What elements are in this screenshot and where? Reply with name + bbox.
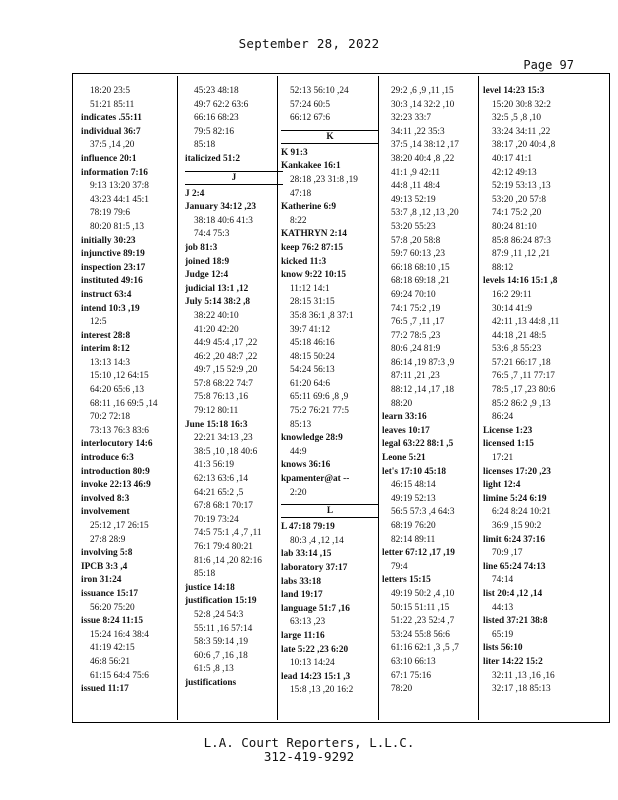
index-citation-line: 68:11 ,16 69:5 ,14 [90, 398, 158, 409]
index-citation-line: 78:5 ,17 ,23 80:6 [492, 385, 556, 396]
index-term-entry: limit 6:24 37:16 [483, 534, 545, 545]
index-term-entry: instituted 49:16 [81, 276, 143, 287]
index-citation-line: 38:18 40:6 41:3 [194, 215, 253, 226]
index-citation-line: 32:23 33:7 [391, 113, 432, 124]
index-citation-line: 15:10 ,12 64:15 [90, 371, 149, 382]
index-citation-line: 78:19 79:6 [90, 208, 131, 219]
index-citation-line: 57:24 60:5 [290, 99, 331, 110]
index-citation-line: 33:24 34:11 ,22 [492, 126, 551, 137]
index-term-entry: involving 5:8 [81, 548, 133, 559]
index-citation-line: 59:7 60:13 ,23 [391, 249, 445, 260]
index-term-entry: Judge 12:4 [185, 270, 229, 281]
index-term-entry: laboratory 37:17 [281, 563, 348, 573]
index-citation-line: 79:12 80:11 [194, 406, 239, 417]
page-number: Page 97 [523, 58, 574, 72]
index-citation-line: 66:18 68:10 ,15 [391, 262, 450, 273]
index-citation-line: 53:20 ,20 57:8 [492, 194, 546, 205]
index-citation-line: 30:14 41:9 [492, 303, 533, 314]
index-citation-line: 38:20 40:4 ,8 ,22 [391, 153, 455, 164]
index-citation-line: 74:1 75:2 ,19 [391, 303, 441, 314]
index-term-entry: indicates .55:11 [81, 113, 142, 124]
index-term-entry: L 47:18 79:19 [281, 522, 335, 533]
index-term-entry: knows 36:16 [281, 460, 331, 471]
index-term-entry: joined 18:9 [185, 256, 230, 267]
index-column-5 [483, 85, 581, 697]
index-citation-line: 15:8 ,13 ,20 16:2 [290, 685, 354, 696]
index-citation-line: 70:2 72:18 [90, 412, 131, 423]
index-term-entry: levels 14:16 15:1 ,8 [483, 276, 558, 287]
index-citation-line: 43:23 44:1 45:1 [90, 194, 149, 205]
index-term-entry: know 9:22 10:15 [281, 270, 347, 281]
index-citation-line: 57:8 68:22 74:7 [194, 378, 253, 389]
footer-phone: 312-419-9292 [263, 749, 355, 764]
index-citation-line: 42:11 ,13 44:8 ,11 [492, 317, 560, 328]
index-citation-line: 61:5 ,8 ,13 [194, 664, 234, 675]
index-term-entry: interim 8:12 [81, 344, 130, 355]
index-citation-line: 68:18 69:18 ,21 [391, 276, 450, 287]
index-citation-line: 46:8 56:21 [90, 656, 131, 667]
index-citation-line: 49:7 ,15 52:9 ,20 [194, 365, 258, 376]
index-citation-line: 9:13 13:20 37:8 [90, 181, 149, 192]
index-citation-line: 52:13 56:10 ,24 [290, 86, 349, 96]
index-citation-line: 32:5 ,5 ,8 ,10 [492, 113, 542, 124]
index-citation-line: 85:8 86:24 87:3 [492, 235, 551, 246]
index-citation-line: 38:17 ,20 40:4 ,8 [492, 140, 556, 151]
index-citation-line: 76:5 ,7 ,11 ,17 [391, 317, 445, 328]
index-term-entry: letter 67:12 ,17 ,19 [382, 548, 455, 559]
index-term-entry: interest 28:8 [81, 330, 131, 341]
letter-section-header: K [281, 130, 379, 144]
index-term-entry: IPCB 3:3 ,4 [81, 561, 128, 572]
index-citation-line: 88:20 [391, 398, 413, 409]
index-citation-line: 73:13 76:3 83:6 [90, 425, 149, 436]
index-citation-line: 67:1 75:16 [391, 670, 432, 681]
index-citation-line: 37:5 ,14 ,20 [90, 140, 135, 151]
index-citation-line: 75:8 76:13 ,16 [194, 392, 248, 403]
index-term-entry: J 2:4 [185, 188, 205, 199]
index-citation-line: 18:20 23:5 [90, 86, 131, 96]
index-citation-line: 76:5 ,7 ,11 77:17 [492, 371, 555, 382]
index-term-entry: listed 37:21 38:8 [483, 616, 548, 627]
index-term-entry: KATHRYN 2:14 [281, 229, 347, 240]
index-citation-line: 79:4 [391, 561, 408, 572]
index-citation-line: 28:15 31:15 [290, 297, 335, 308]
index-citation-line: 61:20 64:6 [290, 378, 331, 389]
index-citation-line: 41:3 56:19 [194, 460, 235, 471]
index-citation-line: 77:2 78:5 ,23 [391, 330, 441, 341]
index-term-entry: kpamenter@at -- [281, 474, 350, 485]
index-citation-line: 67:8 68:1 70:17 [194, 501, 253, 512]
index-term-entry: individual 36:7 [81, 126, 141, 137]
index-term-entry: land 19:17 [281, 590, 323, 601]
index-term-entry: introduction 80:9 [81, 466, 150, 477]
index-citation-line: 76:1 79:4 80:21 [194, 542, 253, 552]
index-citation-line: 30:3 ,14 32:2 ,10 [391, 99, 455, 110]
index-citation-line: 28:18 ,23 31:8 ,19 [290, 174, 358, 185]
index-term-entry: June 15:18 16:3 [185, 419, 248, 430]
index-term-entry: issuance 15:17 [81, 588, 139, 599]
footer-company: L.A. Court Reporters, L.L.C. [203, 735, 415, 750]
index-term-entry: involvement [81, 507, 130, 518]
index-citation-line: 41:20 42:20 [194, 324, 239, 335]
index-citation-line: 68:19 76:20 [391, 521, 436, 531]
index-term-entry: legal 63:22 88:1 ,5 [382, 439, 454, 450]
index-citation-line: 70:19 73:24 [194, 514, 239, 525]
index-term-entry: judicial 13:1 ,12 [185, 283, 249, 294]
index-term-entry: line 65:24 74:13 [483, 561, 546, 572]
index-term-entry: K 91:3 [281, 147, 308, 158]
index-term-entry: kicked 11:3 [281, 256, 327, 267]
index-citation-line: 80:6 ,24 81:9 [391, 344, 441, 355]
index-citation-line: 49:13 52:19 [391, 194, 436, 205]
index-column-2 [185, 85, 283, 691]
index-term-entry: inspection 23:17 [81, 262, 146, 273]
index-citation-line: 41:1 ,9 42:11 [391, 167, 440, 178]
index-citation-line: 49:7 62:2 63:6 [194, 99, 249, 110]
index-citation-line: 80:20 81:5 ,13 [90, 221, 144, 232]
index-term-entry: lead 14:23 15:1 ,3 [281, 671, 351, 682]
index-citation-line: 41:19 42:15 [90, 643, 135, 654]
index-term-entry: iron 31:24 [81, 575, 122, 586]
index-citation-line: 39:7 41:12 [290, 324, 331, 335]
index-citation-line: 60:6 ,7 ,16 ,18 [194, 650, 248, 661]
index-term-entry: Kankakee 16:1 [281, 161, 341, 172]
index-citation-line: 45:23 48:18 [194, 86, 239, 96]
index-citation-line: 27:8 28:9 [90, 534, 126, 545]
index-citation-line: 75:2 76:21 77:5 [290, 406, 349, 417]
index-term-entry: Leone 5:21 [382, 453, 426, 464]
index-citation-line: 86:24 [492, 412, 514, 423]
index-citation-line: 63:10 66:13 [391, 656, 436, 667]
index-citation-line: 52:19 53:13 ,13 [492, 181, 551, 192]
column-divider [177, 76, 178, 720]
index-citation-line: 56:20 75:20 [90, 602, 135, 613]
index-citation-line: 51:21 85:11 [90, 99, 135, 110]
index-citation-line: 2:20 [290, 487, 307, 498]
index-term-entry: intend 10:3 ,19 [81, 303, 140, 314]
index-term-entry: keep 76:2 87:15 [281, 242, 343, 253]
index-term-entry: justification 15:19 [185, 596, 257, 607]
index-citation-line: 64:20 65:6 ,13 [90, 385, 144, 396]
index-term-entry: list 20:4 ,12 ,14 [483, 588, 543, 599]
word-index-frame [72, 73, 610, 723]
column-divider [277, 76, 278, 720]
index-citation-line: 32:17 ,18 85:13 [492, 684, 551, 695]
index-citation-line: 87:11 ,21 ,23 [391, 371, 440, 382]
index-citation-line: 74:1 75:2 ,20 [492, 208, 542, 219]
index-citation-line: 80:3 ,4 ,12 ,14 [290, 535, 344, 546]
index-citation-line: 61:15 64:4 75:6 [90, 670, 149, 681]
index-citation-line: 13:13 14:3 [90, 357, 131, 368]
index-citation-line: 78:20 [391, 684, 413, 695]
index-citation-line: 56:5 57:3 ,4 64:3 [391, 507, 455, 518]
index-term-entry: knowledge 28:9 [281, 433, 343, 444]
index-citation-line: 64:21 65:2 ,5 [194, 487, 244, 498]
index-citation-line: 65:19 [492, 629, 514, 640]
letter-section-header: J [185, 171, 283, 185]
index-citation-line: 86:14 ,19 87:3 ,9 [391, 357, 455, 368]
column-divider [378, 76, 379, 720]
index-term-entry: instruct 63:4 [81, 289, 132, 300]
index-citation-line: 15:20 30:8 32:2 [492, 99, 551, 110]
index-citation-line: 51:22 ,23 52:4 ,7 [391, 616, 455, 627]
index-citation-line: 85:18 [194, 569, 216, 580]
index-citation-line: 22:21 34:13 ,23 [194, 433, 253, 444]
index-citation-line: 66:16 68:23 [194, 113, 239, 124]
index-citation-line: 38:5 ,10 ,18 40:6 [194, 446, 258, 457]
index-citation-line: 49:19 50:2 ,4 ,10 [391, 588, 455, 599]
index-column-1 [81, 85, 179, 697]
index-citation-line: 49:19 52:13 [391, 493, 436, 504]
index-citation-line: 44:8 ,11 48:4 [391, 181, 440, 192]
index-citation-line: 16:2 29:11 [492, 289, 532, 300]
index-term-entry: labs 33:18 [281, 576, 322, 587]
index-term-entry: justice 14:18 [185, 582, 235, 593]
index-citation-line: 57:8 ,20 58:8 [391, 235, 441, 246]
index-citation-line: 12:5 [90, 317, 107, 328]
index-citation-line: 82:14 89:11 [391, 534, 436, 545]
index-citation-line: 44:18 ,21 48:5 [492, 330, 546, 341]
index-citation-line: 36:9 ,15 90:2 [492, 521, 542, 531]
index-term-entry: large 11:16 [281, 630, 325, 641]
index-citation-line: 87:9 ,11 ,12 ,21 [492, 249, 551, 260]
index-citation-line: 48:15 50:24 [290, 351, 335, 362]
index-term-entry: License 1:23 [483, 425, 533, 436]
index-citation-line: 25:12 ,17 26:15 [90, 521, 149, 531]
index-citation-line: 46:15 48:14 [391, 480, 436, 491]
index-citation-line: 81:6 ,14 ,20 82:16 [194, 555, 262, 566]
index-term-entry: leaves 10:17 [382, 425, 430, 436]
index-citation-line: 8:22 [290, 215, 307, 226]
index-citation-line: 74:14 [492, 575, 514, 586]
index-citation-line: 53:7 ,8 ,12 ,13 ,20 [391, 208, 459, 219]
index-term-entry: learn 33:16 [382, 412, 427, 423]
index-column-4 [382, 85, 480, 697]
index-citation-line: 85:18 [194, 140, 216, 151]
index-term-entry: lists 56:10 [483, 643, 523, 654]
index-citation-line: 57:21 66:17 ,18 [492, 357, 551, 368]
index-citation-line: 6:24 8:24 10:21 [492, 507, 551, 518]
index-citation-line: 15:24 16:4 38:4 [90, 629, 149, 640]
index-term-entry: limine 5:24 6:19 [483, 493, 547, 504]
index-term-entry: language 51:7 ,16 [281, 603, 350, 614]
index-citation-line: 85:13 [290, 419, 312, 430]
index-citation-line: 53:6 ,8 55:23 [492, 344, 542, 355]
index-term-entry: let's 17:10 45:18 [382, 466, 447, 477]
index-term-entry: letters 15:15 [382, 575, 431, 586]
index-citation-line: 79:5 82:16 [194, 126, 235, 137]
index-citation-line: 44:9 [290, 446, 307, 457]
index-citation-line: 62:13 63:6 ,14 [194, 474, 248, 485]
index-term-entry: involved 8:3 [81, 493, 130, 504]
index-term-entry: information 7:16 [81, 167, 148, 178]
index-citation-line: 46:2 ,20 48:7 ,22 [194, 351, 258, 362]
index-citation-line: 70:9 ,17 [492, 548, 523, 559]
index-term-entry: late 5:22 ,23 6:20 [281, 644, 349, 655]
index-term-entry: Katherine 6:9 [281, 202, 336, 213]
index-citation-line: 29:2 ,6 ,9 ,11 ,15 [391, 86, 454, 96]
index-citation-line: 37:5 ,14 38:12 ,17 [391, 140, 459, 151]
column-divider [478, 76, 479, 720]
index-term-entry: issue 8:24 11:15 [81, 616, 143, 627]
index-citation-line: 34:11 ,22 35:3 [391, 126, 445, 137]
index-citation-line: 44:9 45:4 ,17 ,22 [194, 338, 258, 349]
index-term-entry: issued 11:17 [81, 684, 129, 695]
index-citation-line: 11:12 14:1 [290, 283, 330, 294]
index-citation-line: 69:24 70:10 [391, 289, 436, 300]
index-citation-line: 32:11 ,13 ,16 ,16 [492, 670, 555, 681]
index-term-entry: light 12:4 [483, 480, 521, 491]
index-term-entry: level 14:23 15:3 [483, 86, 545, 96]
index-citation-line: 47:18 [290, 188, 312, 199]
index-term-entry: justifications [185, 677, 237, 688]
index-term-entry: job 81:3 [185, 242, 218, 253]
index-term-entry: licensed 1:15 [483, 439, 534, 450]
index-term-entry: initially 30:23 [81, 235, 136, 246]
page-date: September 28, 2022 [238, 36, 380, 51]
index-term-entry: liter 14:22 15:2 [483, 656, 543, 667]
letter-section-header: L [281, 504, 379, 518]
index-citation-line: 66:12 67:6 [290, 113, 331, 124]
index-citation-line: 54:24 56:13 [290, 365, 335, 376]
index-citation-line: 88:12 [492, 262, 514, 273]
index-citation-line: 65:11 69:6 ,8 ,9 [290, 392, 349, 403]
index-citation-line: 61:16 62:1 ,3 ,5 ,7 [391, 643, 459, 654]
index-citation-line: 10:13 14:24 [290, 658, 335, 669]
index-term-entry: January 34:12 ,23 [185, 202, 257, 213]
index-citation-line: 42:12 49:13 [492, 167, 537, 178]
index-citation-line: 85:2 86:2 ,9 ,13 [492, 398, 551, 409]
index-term-entry: italicized 51:2 [185, 153, 240, 164]
index-citation-line: 44:13 [492, 602, 514, 613]
index-citation-line: 45:18 46:16 [290, 338, 335, 349]
index-column-3 [281, 85, 379, 698]
index-term-entry: interlocutory 14:6 [81, 439, 153, 450]
index-term-entry: injunctive 89:19 [81, 249, 145, 260]
index-citation-line: 80:24 81:10 [492, 221, 537, 232]
index-citation-line: 88:12 ,14 ,17 ,18 [391, 385, 455, 396]
index-term-entry: influence 20:1 [81, 153, 137, 164]
index-citation-line: 53:20 55:23 [391, 221, 436, 232]
index-citation-line: 52:8 ,24 54:3 [194, 609, 244, 620]
index-citation-line: 58:3 59:14 ,19 [194, 637, 248, 648]
index-citation-line: 74:5 75:1 ,4 ,7 ,11 [194, 528, 262, 539]
index-citation-line: 53:24 55:8 56:6 [391, 629, 450, 640]
index-citation-line: 40:17 41:1 [492, 153, 533, 164]
index-citation-line: 55:11 ,16 57:14 [194, 623, 253, 634]
index-citation-line: 74:4 75:3 [194, 229, 230, 240]
index-term-entry: July 5:14 38:2 ,8 [185, 297, 251, 308]
index-term-entry: lab 33:14 ,15 [281, 549, 332, 560]
index-citation-line: 63:13 ,23 [290, 617, 326, 628]
index-citation-line: 17:21 [492, 453, 514, 464]
index-term-entry: licenses 17:20 ,23 [483, 466, 551, 477]
index-citation-line: 50:15 51:11 ,15 [391, 602, 450, 613]
index-term-entry: invoke 22:13 46:9 [81, 480, 151, 491]
index-citation-line: 38:22 40:10 [194, 310, 239, 321]
index-citation-line: 35:8 36:1 ,8 37:1 [290, 310, 354, 321]
index-term-entry: introduce 6:3 [81, 453, 134, 464]
